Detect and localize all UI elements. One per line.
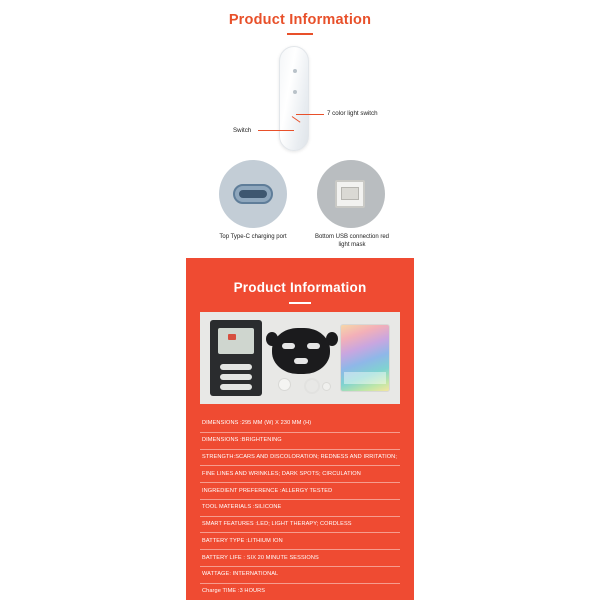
device-body bbox=[279, 46, 309, 151]
switch-button-dot bbox=[293, 90, 297, 94]
spec-row: DIMENSIONS :295 MM (W) X 230 MM (H) bbox=[200, 416, 400, 433]
spec-row: BATTERY TYPE :LITHIUM ION bbox=[200, 533, 400, 550]
spec-row: ITEM HAS WARRANTY : 1 YEAR bbox=[202, 604, 289, 611]
controller-screen-swatch bbox=[228, 334, 236, 340]
panel-title: Product Information bbox=[233, 280, 367, 295]
usb-caption: Bottom USB connection red light mask bbox=[314, 234, 390, 248]
type-c-port-photo bbox=[219, 160, 287, 228]
led-face-mask bbox=[272, 328, 330, 374]
callout-color-light-label: 7 color light switch bbox=[327, 110, 378, 117]
port-photos bbox=[0, 160, 600, 255]
color-light-button-dot bbox=[293, 69, 297, 73]
mask-mouth bbox=[294, 358, 308, 364]
controller-screen bbox=[218, 328, 254, 354]
top-section-title: Product Information bbox=[228, 12, 372, 28]
spec-row: BATTERY LIFE : SIX 20 MINUTE SESSIONS bbox=[200, 550, 400, 567]
spec-row: SMART FEATURES :LED; LIGHT THERAPY; CORDLESS bbox=[200, 517, 400, 534]
callout-switch-label: Switch bbox=[233, 127, 252, 134]
spec-row: WATTAGE: INTERNATIONAL bbox=[200, 567, 400, 584]
usb-port-photo bbox=[317, 160, 385, 228]
switch-leader-line bbox=[258, 130, 294, 131]
spec-row: FINE LINES AND WRINKLES; DARK SPOTS; CIRCULATION bbox=[200, 466, 400, 483]
product-kit-photo bbox=[200, 312, 400, 404]
color-light-leader-line bbox=[296, 114, 324, 115]
spec-row: TOOL MATERIALS :SILICONE bbox=[200, 500, 400, 517]
controller-button-1 bbox=[220, 364, 252, 370]
accessory-cap bbox=[278, 378, 291, 391]
spec-row: Charge TIME :3 HOURS bbox=[200, 584, 400, 601]
panel-title-divider bbox=[289, 302, 311, 304]
spec-row: STRENGTH:SCARS AND DISCOLORATION; REDNESS AND IRRITATION; bbox=[200, 450, 400, 467]
type-c-caption: Top Type-C charging port bbox=[219, 234, 287, 240]
mask-eye-right bbox=[307, 343, 320, 349]
controller-button-2 bbox=[220, 374, 252, 380]
type-c-slot-icon bbox=[239, 190, 267, 198]
device-illustration bbox=[0, 42, 600, 157]
controller-button-3 bbox=[220, 384, 252, 390]
controller-device bbox=[210, 320, 262, 396]
title-divider bbox=[287, 33, 313, 35]
top-section bbox=[0, 0, 600, 258]
accessory-cable-loop bbox=[304, 378, 320, 394]
spec-row: DIMENSIONS :BRIGHTENING bbox=[200, 433, 400, 450]
color-card-label-strip bbox=[344, 372, 386, 384]
accessory-plug bbox=[322, 382, 331, 391]
mask-eye-left bbox=[282, 343, 295, 349]
spec-row: INGREDIENT PREFERENCE :ALLERGY TESTED bbox=[200, 483, 400, 500]
product-information-panel bbox=[186, 258, 414, 611]
usb-a-slot-icon bbox=[341, 187, 359, 200]
specifications-list bbox=[200, 416, 400, 616]
